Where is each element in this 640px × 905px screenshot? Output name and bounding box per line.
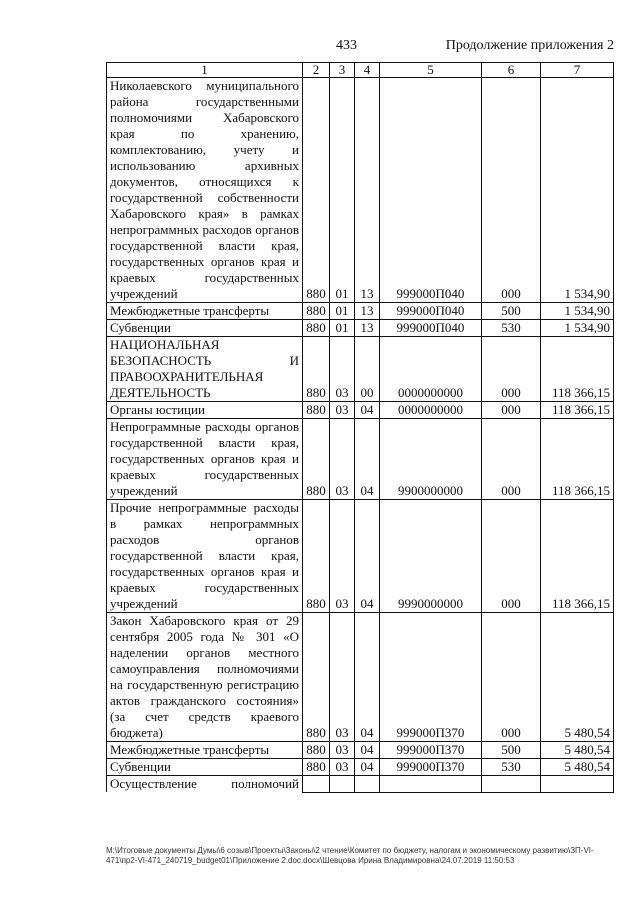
row-name: Субвенции	[107, 320, 303, 337]
column-header: 4	[355, 63, 380, 78]
cell-col3: 01	[330, 78, 355, 303]
cell-col3: 01	[330, 303, 355, 320]
cell-col2	[303, 776, 330, 793]
row-name: Непрограммные расходы органов государственной власти края, государственных органов края и краевых государственных учреждений	[107, 419, 303, 500]
cell-col3: 03	[330, 337, 355, 402]
cell-col4	[355, 776, 380, 793]
column-header: 3	[330, 63, 355, 78]
cell-col4: 04	[355, 500, 380, 613]
cell-col5: 999000П040	[380, 78, 482, 303]
cell-col6: 500	[482, 742, 541, 759]
cell-col7: 118 366,15	[541, 500, 614, 613]
cell-col6: 000	[482, 402, 541, 419]
table-row	[107, 613, 614, 742]
footer-file-path: М:\Итоговые документы Думы\6 созыв\Проекты\Законы\2 чтение\Комитет по бюджету, налогам и экономическому развитию\ЗП-VI-471\пр2-VI-471_240719_budget01\Приложение 2.doc.docx\Шевцова Ирина Владимировна\24.07.2019 11:50:53	[106, 846, 594, 865]
column-header: 7	[541, 63, 614, 78]
cell-col2: 880	[303, 320, 330, 337]
column-header: 2	[303, 63, 330, 78]
cell-col3: 03	[330, 613, 355, 742]
table-row	[107, 402, 614, 419]
table-row	[107, 742, 614, 759]
column-header: 6	[482, 63, 541, 78]
row-name: Закон Хабаровского края от 29 сентября 2005 года № 301 «О наделении органов местного самоуправления полномочиями на государственную регистрацию актов гражданского состояния» (за счет средств краевого бюджета)	[107, 613, 303, 742]
table-row	[107, 419, 614, 500]
cell-col4: 13	[355, 320, 380, 337]
row-name: Органы юстиции	[107, 402, 303, 419]
table-row	[107, 776, 614, 793]
cell-col7: 1 534,90	[541, 78, 614, 303]
continuation-label: Продолжение приложения 2	[445, 38, 614, 53]
cell-col7: 5 480,54	[541, 613, 614, 742]
cell-col5: 999000П370	[380, 742, 482, 759]
cell-col4: 04	[355, 742, 380, 759]
cell-col3: 03	[330, 500, 355, 613]
table-row	[107, 500, 614, 613]
cell-col2: 880	[303, 500, 330, 613]
cell-col3: 03	[330, 759, 355, 776]
table-row	[107, 759, 614, 776]
cell-col4: 04	[355, 613, 380, 742]
cell-col5: 9900000000	[380, 419, 482, 500]
table-header-row	[107, 63, 614, 78]
cell-col7: 118 366,15	[541, 337, 614, 402]
row-name: НАЦИОНАЛЬНАЯ БЕЗОПАСНОСТЬ И ПРАВООХРАНИТЕЛЬНАЯ ДЕЯТЕЛЬНОСТЬ	[107, 337, 303, 402]
cell-col3: 03	[330, 419, 355, 500]
cell-col5: 999000П370	[380, 759, 482, 776]
cell-col7: 5 480,54	[541, 759, 614, 776]
cell-col6: 000	[482, 78, 541, 303]
budget-table	[106, 62, 614, 793]
cell-col2: 880	[303, 337, 330, 402]
cell-col3: 03	[330, 402, 355, 419]
table-row	[107, 337, 614, 402]
cell-col5: 9990000000	[380, 500, 482, 613]
cell-col6: 530	[482, 320, 541, 337]
cell-col4: 00	[355, 337, 380, 402]
cell-col7: 1 534,90	[541, 320, 614, 337]
row-name: Прочие непрограммные расходы в рамках непрограммных расходов органов государственной власти края, государственных органов края и краевых государственных учреждений	[107, 500, 303, 613]
row-name: Межбюджетные трансферты	[107, 303, 303, 320]
cell-col7: 5 480,54	[541, 742, 614, 759]
cell-col6: 000	[482, 337, 541, 402]
table-row	[107, 78, 614, 303]
column-header: 1	[107, 63, 303, 78]
cell-col2: 880	[303, 78, 330, 303]
row-name: Осуществление полномочий	[107, 776, 303, 793]
cell-col2: 880	[303, 742, 330, 759]
cell-col4: 04	[355, 402, 380, 419]
cell-col5	[380, 776, 482, 793]
cell-col7	[541, 776, 614, 793]
cell-col5: 0000000000	[380, 337, 482, 402]
cell-col3: 03	[330, 742, 355, 759]
table-row	[107, 303, 614, 320]
cell-col7: 118 366,15	[541, 419, 614, 500]
cell-col4: 13	[355, 303, 380, 320]
cell-col5: 999000П040	[380, 303, 482, 320]
cell-col6	[482, 776, 541, 793]
table-row	[107, 320, 614, 337]
page-number: 433	[336, 38, 357, 53]
cell-col6: 000	[482, 500, 541, 613]
cell-col4: 13	[355, 78, 380, 303]
cell-col6: 000	[482, 419, 541, 500]
cell-col2: 880	[303, 613, 330, 742]
cell-col5: 999000П040	[380, 320, 482, 337]
cell-col7: 118 366,15	[541, 402, 614, 419]
cell-col5: 0000000000	[380, 402, 482, 419]
cell-col3	[330, 776, 355, 793]
row-name: Межбюджетные трансферты	[107, 742, 303, 759]
cell-col6: 530	[482, 759, 541, 776]
cell-col7: 1 534,90	[541, 303, 614, 320]
cell-col2: 880	[303, 759, 330, 776]
cell-col6: 500	[482, 303, 541, 320]
cell-col2: 880	[303, 402, 330, 419]
cell-col4: 04	[355, 419, 380, 500]
cell-col2: 880	[303, 303, 330, 320]
cell-col5: 999000П370	[380, 613, 482, 742]
row-name: Субвенции	[107, 759, 303, 776]
cell-col6: 000	[482, 613, 541, 742]
row-name: Николаевского муниципального района государственными полномочиями Хабаровского края по хранению, комплектованию, учету и использованию архивных документов, относящихся к государственной собственности Хабаровского края» в рамках непрограммных расходов органов государственной власти края, государственных органов края и краевых государственных учреждений	[107, 78, 303, 303]
cell-col3: 01	[330, 320, 355, 337]
column-header: 5	[380, 63, 482, 78]
cell-col2: 880	[303, 419, 330, 500]
cell-col4: 04	[355, 759, 380, 776]
